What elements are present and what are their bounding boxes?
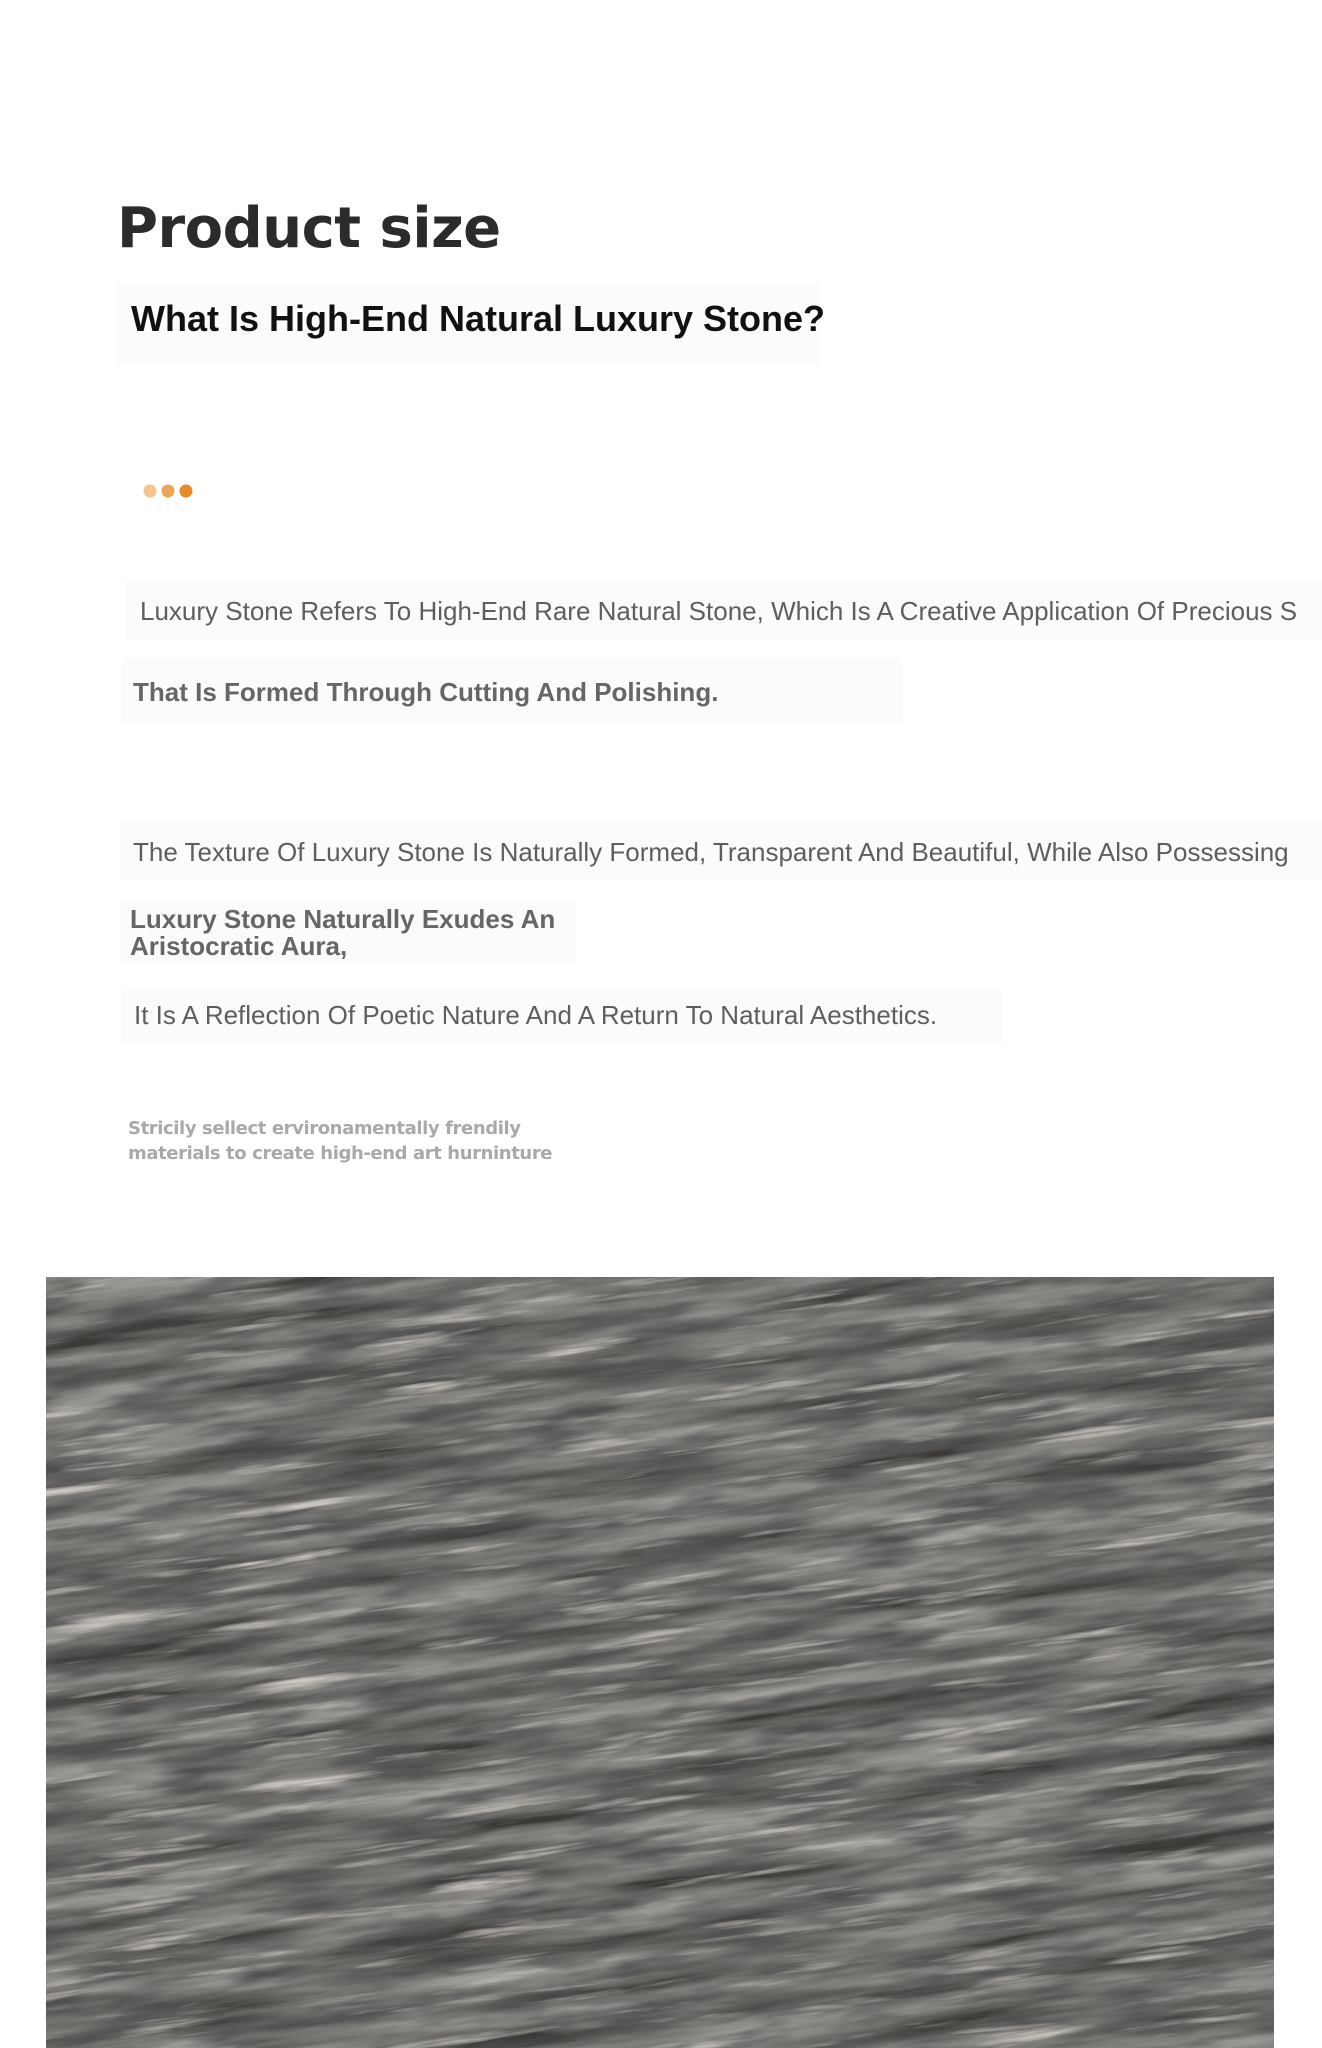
product-size-title: Product size [117, 196, 501, 261]
section-heading: What Is High-End Natural Luxury Stone? [131, 298, 826, 339]
paragraph-2: The Texture Of Luxury Stone Is Naturally Formed, Transparent And Beautiful, While Also Possessing [133, 837, 1289, 867]
granite-texture [46, 1277, 1274, 2048]
paragraph-4: It Is A Reflection Of Poetic Nature And A Return To Natural Aesthetics. [134, 1000, 938, 1030]
paragraph-3: Luxury Stone Naturally Exudes An Aristocratic Aura, [130, 904, 556, 961]
paragraph-1-continuation: That Is Formed Through Cutting And Polishing. [133, 677, 719, 707]
tagline-text: Stricily sellect ervironamentally frendily materials to create high-end art hurninture [128, 1118, 553, 1164]
three-dots-icon [142, 483, 202, 499]
stone-texture-image [46, 1277, 1274, 2048]
paragraph-1: Luxury Stone Refers To High-End Rare Natural Stone, Which Is A Creative Application Of Precious S [140, 596, 1298, 626]
tagline [128, 1116, 598, 1166]
